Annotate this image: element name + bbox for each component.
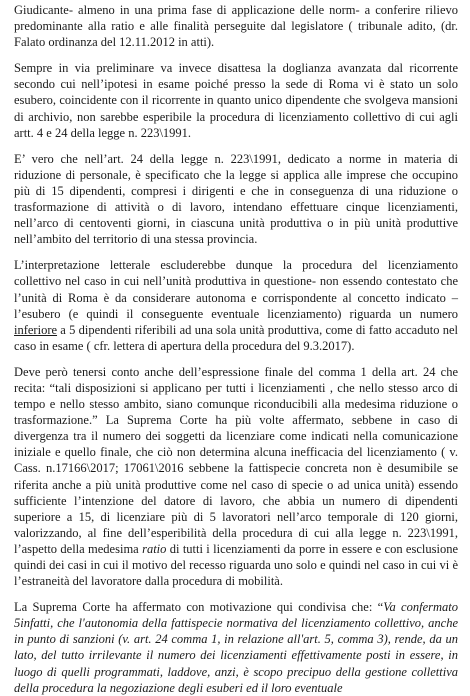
paragraph-5-text-b: di tutti i licenziamenti da porre in essere e con esclusione quindi dei casi in cui il motivo del recesso riguarda uno solo e quindi nel caso in cui vi è l’estraneità del lavoratore dalla procedura di mobilità. — [14, 541, 459, 589]
paragraph-2 — [14, 60, 458, 140]
paragraph-1 — [14, 2, 458, 50]
paragraph-1-text: Giudicante- almeno in una prima fase di applicazione delle norm- a conferire rilievo predominante alla ratio e alle finalità perseguite dal legislatore ( tribunale adito, (dr. Falato ordinanza del 12.11.2012 in atti). — [14, 3, 458, 50]
paragraph-4 — [14, 257, 458, 354]
paragraph-5-text-a: Deve però tenersi conto anche dell’espressione finale del comma 1 della art. 24 che recita: “tali disposizioni si applicano per tutti i licenziamenti , che nello stesso arco di tempo e nello stesso ambito, siano comunque riconducibili alla medesima riduzione o trasformazione.” La Suprema Corte ha più volte affermato, sebbene in caso di divergenza tra il numero dei soggetti da licenziare come indicati nella comunicazione iniziale e quello finale, che ciò non determina alcuna inefficacia del licenziamento ( v. Cass. n.17166\2017; 17061\2016 sebbene la fattispecie concreta non è desumibile se riferita anche a più unità produttive come nel caso di specie o ad unica unità) essendo sufficiente l’intenzione del datore di lavoro, che abbia un numero di dipendenti superiore a 15, di licenziare più di 5 lavoratori nell’arco temporale di 120 giorni, valorizzando, al fine dell’esperibilità della procedura di cui alla legge n. 223\1991, l’aspetto della medesima — [14, 364, 458, 556]
paragraph-3 — [14, 151, 458, 248]
paragraph-6 — [14, 599, 458, 696]
paragraph-4-text-b: a 5 dipendenti riferibili ad una sola unità produttiva, come di fatto accaduto nel caso in esame ( cfr. lettera di apertura della procedura del 9.3.2017). — [14, 322, 458, 353]
paragraph-5-italic-word: ratio — [142, 541, 167, 556]
paragraph-5 — [14, 364, 458, 589]
paragraph-3-text: E’ vero che nell’art. 24 della legge n. 223\1991, dedicato a norme in materia di riduzione di personale, è specificato che la legge si applica alle imprese che occupino più di 15 dipendenti, compresi i dirigenti e che in conseguenza di una riduzione o trasformazione di attività o di lavoro, intendano effettuare cinque licenziamenti, nell’arco di centoventi giorni, in ciascuna unità produttiva o in più unità produttive nell’ambito del territorio di una stessa provincia. — [14, 151, 458, 247]
paragraph-2-text: Sempre in via preliminare va invece disattesa la doglianza avanzata dal ricorrente secondo cui nell’ipotesi in esame poiché presso la sede di Roma vi è stato un solo esubero, coincidente con il ricorrente in quanto unico dipendente che svolgeva mansioni di archivio, non sarebbe esperibile la procedura di licenziamento collettivo di cui agli artt. 4 e 24 della legge n. 223\1991. — [14, 61, 458, 140]
paragraph-4-underlined-word: inferiore — [14, 322, 58, 337]
paragraph-4-text-a: L’interpretazione letterale escluderebbe dunque la procedura del licenziamento collettivo nel caso in cui nell’unità produttiva in questione- non essendo contestato che l’unità di Roma è da considerare autonoma e corrispondente al concetto indicato – l’esubero (e quindi il conseguente eventuale licenziamento) riguarda un numero — [14, 258, 458, 321]
paragraph-6-text-a: La Suprema Corte ha affermato con motivazione qui condivisa che: “ — [14, 600, 384, 615]
paragraph-6-quotation: Va confermato 5infatti, che l'autonomia della fattispecie normativa del licenziamento collettivo, anche in punto di sanzioni (v. art. 24 comma 1, in relazione all'art. 5, comma 3), rende, da un lato, del tutto irrilevante il numero dei licenziamenti effettivamente posti in essere, in luogo di quelli programmati, laddove, anzi, è scopo precipuo della gestione collettiva della procedura la negoziazione degli esuberi ed il loro eventuale — [14, 600, 458, 695]
